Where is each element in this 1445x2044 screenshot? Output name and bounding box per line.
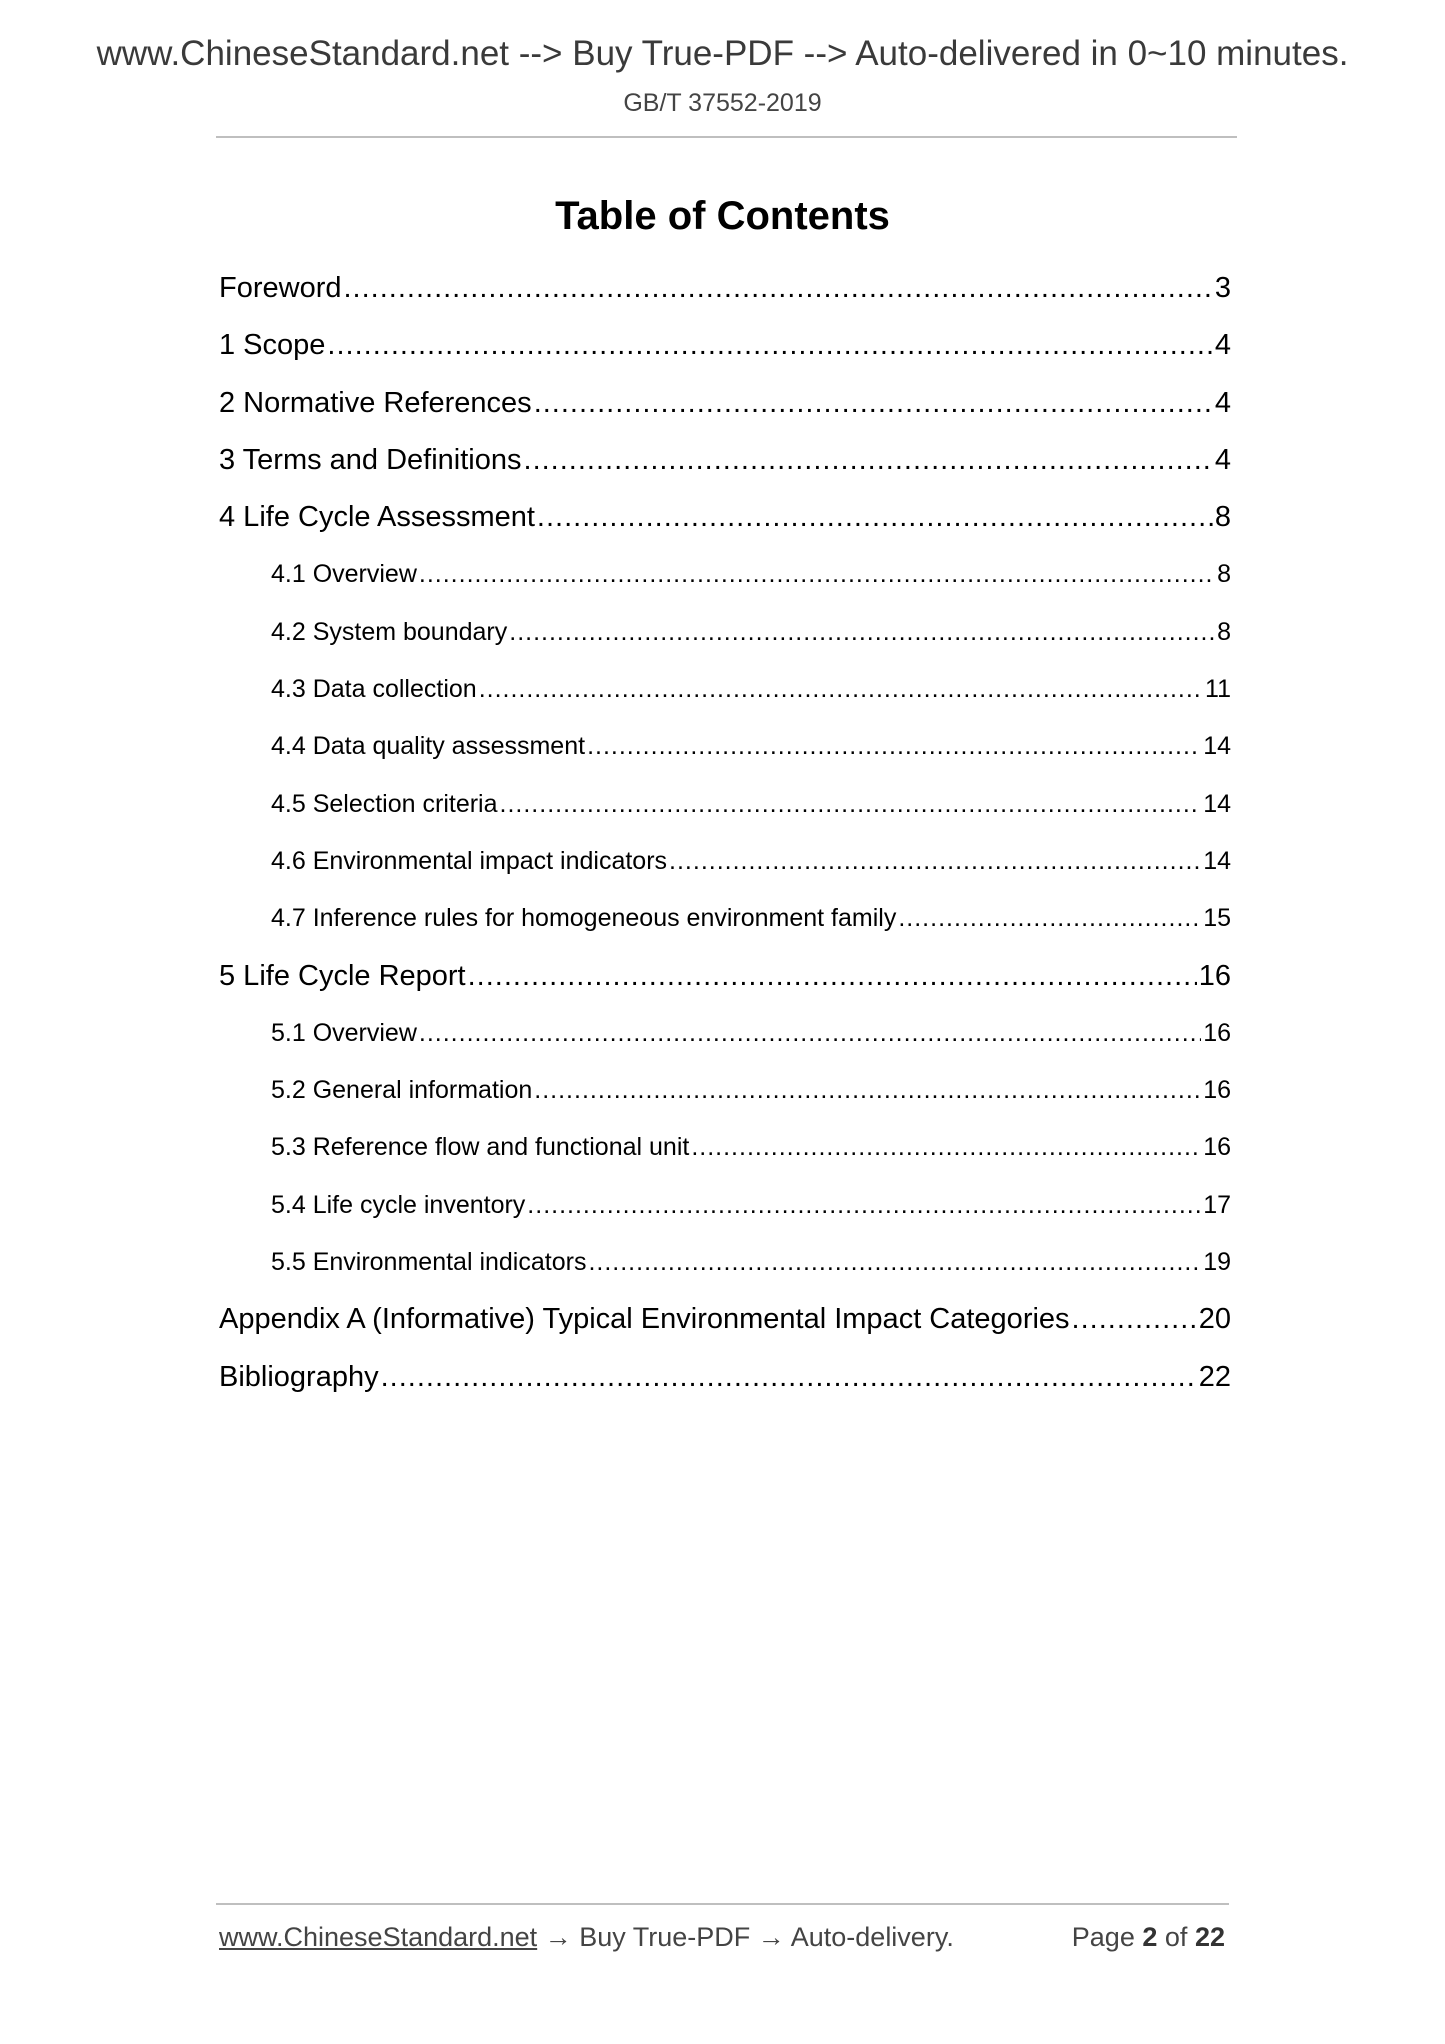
header-divider bbox=[216, 136, 1237, 138]
toc-dot-leader bbox=[587, 718, 1201, 775]
toc-entry-title: 5.5 Environmental indicators bbox=[271, 1248, 587, 1277]
toc-entry-page-number: 16 bbox=[1203, 1018, 1231, 1047]
footer-site-link[interactable]: www.ChineseStandard.net bbox=[219, 1922, 538, 1952]
toc-list bbox=[219, 260, 1231, 1406]
toc-entry-page-number: 16 bbox=[1203, 1133, 1231, 1162]
toc-entry-title: 4.6 Environmental impact indicators bbox=[271, 846, 668, 875]
page-indicator bbox=[1072, 1922, 1225, 1953]
toc-entry[interactable] bbox=[219, 776, 1231, 833]
current-page-number: 2 bbox=[1142, 1922, 1158, 1952]
toc-entry-page-number: 17 bbox=[1203, 1190, 1231, 1219]
toc-entry-page-number: 19 bbox=[1203, 1248, 1231, 1277]
toc-entry-page-number: 16 bbox=[1203, 1076, 1231, 1105]
toc-entry-page-number: 22 bbox=[1198, 1360, 1231, 1393]
toc-entry-title: 4.3 Data collection bbox=[271, 675, 477, 704]
toc-entry-page-number: 11 bbox=[1205, 675, 1231, 704]
toc-entry-page-number: 4 bbox=[1214, 443, 1231, 476]
toc-entry-page-number: 20 bbox=[1198, 1303, 1231, 1336]
toc-dot-leader bbox=[534, 375, 1213, 432]
page-label: Page bbox=[1071, 1922, 1135, 1952]
toc-entry[interactable] bbox=[219, 432, 1231, 489]
toc-dot-leader bbox=[898, 890, 1201, 947]
page-footer bbox=[219, 1922, 1225, 1953]
toc-entry-page-number: 14 bbox=[1203, 789, 1231, 818]
toc-entry-title: 4.5 Selection criteria bbox=[271, 789, 498, 818]
toc-entry-page-number: 14 bbox=[1203, 732, 1231, 761]
footer-tagline: → Buy True-PDF → Auto-delivery. bbox=[537, 1922, 954, 1952]
toc-entry[interactable] bbox=[219, 661, 1231, 718]
toc-entry[interactable] bbox=[219, 833, 1231, 890]
toc-entry-title: 4.7 Inference rules for homogeneous environment family bbox=[271, 904, 897, 933]
document-id: GB/T 37552-2019 bbox=[623, 89, 822, 117]
toc-entry[interactable] bbox=[219, 1234, 1231, 1291]
toc-entry-title: 5.4 Life cycle inventory bbox=[271, 1190, 526, 1219]
toc-entry-title: 5 Life Cycle Report bbox=[219, 959, 466, 992]
toc-entry-title: 4.2 System boundary bbox=[271, 617, 508, 646]
toc-entry-page-number: 16 bbox=[1198, 959, 1231, 992]
toc-entry-page-number: 14 bbox=[1203, 846, 1231, 875]
toc-entry[interactable] bbox=[219, 1291, 1231, 1348]
total-page-count: 22 bbox=[1194, 1922, 1225, 1952]
toc-entry[interactable] bbox=[219, 1349, 1231, 1406]
toc-entry-page-number: 8 bbox=[1217, 617, 1231, 646]
toc-entry-title: 4 Life Cycle Assessment bbox=[219, 501, 535, 534]
toc-entry-title: 5.2 General information bbox=[271, 1076, 533, 1105]
toc-entry[interactable] bbox=[219, 604, 1231, 661]
toc-dot-leader bbox=[327, 317, 1212, 374]
toc-entry-title: 4.4 Data quality assessment bbox=[271, 732, 586, 761]
toc-entry[interactable] bbox=[219, 1119, 1231, 1176]
toc-entry-title: Bibliography bbox=[219, 1360, 379, 1393]
toc-entry-title: Appendix A (Informative) Typical Environmental Impact Categories bbox=[219, 1303, 1070, 1336]
toc-dot-leader bbox=[1072, 1291, 1197, 1348]
toc-title: Table of Contents bbox=[555, 194, 890, 238]
toc-dot-leader bbox=[419, 546, 1215, 603]
toc-entry-title: 4.1 Overview bbox=[271, 560, 417, 589]
toc-entry[interactable] bbox=[219, 1005, 1231, 1062]
toc-entry-title: Foreword bbox=[219, 272, 342, 304]
toc-dot-leader bbox=[509, 604, 1215, 661]
toc-entry[interactable] bbox=[219, 317, 1231, 374]
toc-entry[interactable] bbox=[219, 1177, 1231, 1234]
top-banner: www.ChineseStandard.net --> Buy True-PDF --> Auto-delivered in 0~10 minutes. bbox=[96, 34, 1349, 73]
toc-entry[interactable] bbox=[219, 546, 1231, 603]
toc-entry[interactable] bbox=[219, 1062, 1231, 1119]
toc-entry[interactable] bbox=[219, 948, 1231, 1005]
toc-entry[interactable] bbox=[219, 260, 1231, 317]
toc-entry-page-number: 4 bbox=[1214, 329, 1231, 362]
toc-dot-leader bbox=[479, 661, 1203, 718]
toc-entry-page-number: 8 bbox=[1214, 501, 1231, 534]
toc-dot-leader bbox=[500, 776, 1202, 833]
toc-entry-page-number: 15 bbox=[1203, 904, 1231, 933]
toc-entry[interactable] bbox=[219, 718, 1231, 775]
toc-entry[interactable] bbox=[219, 489, 1231, 546]
toc-entry-page-number: 3 bbox=[1214, 272, 1231, 304]
toc-dot-leader bbox=[534, 1062, 1201, 1119]
toc-entry-title: 1 Scope bbox=[219, 329, 326, 362]
toc-entry-title: 5.3 Reference flow and functional unit bbox=[271, 1133, 690, 1162]
toc-dot-leader bbox=[527, 1177, 1201, 1234]
toc-entry[interactable] bbox=[219, 890, 1231, 947]
toc-entry-page-number: 8 bbox=[1217, 560, 1231, 589]
toc-dot-leader bbox=[691, 1119, 1201, 1176]
toc-dot-leader bbox=[468, 948, 1197, 1005]
toc-dot-leader bbox=[669, 833, 1201, 890]
toc-dot-leader bbox=[537, 489, 1213, 546]
toc-dot-leader bbox=[381, 1349, 1197, 1406]
of-label: of bbox=[1164, 1922, 1188, 1952]
toc-dot-leader bbox=[419, 1005, 1201, 1062]
toc-dot-leader bbox=[588, 1234, 1201, 1291]
toc-dot-leader bbox=[344, 260, 1213, 317]
toc-entry-page-number: 4 bbox=[1214, 386, 1231, 419]
toc-dot-leader bbox=[524, 432, 1213, 489]
footer-left bbox=[219, 1922, 954, 1953]
toc-entry-title: 2 Normative References bbox=[219, 386, 532, 419]
toc-entry-title: 5.1 Overview bbox=[271, 1018, 417, 1047]
footer-divider bbox=[216, 1903, 1229, 1905]
toc-entry[interactable] bbox=[219, 375, 1231, 432]
toc-entry-title: 3 Terms and Definitions bbox=[219, 443, 522, 476]
